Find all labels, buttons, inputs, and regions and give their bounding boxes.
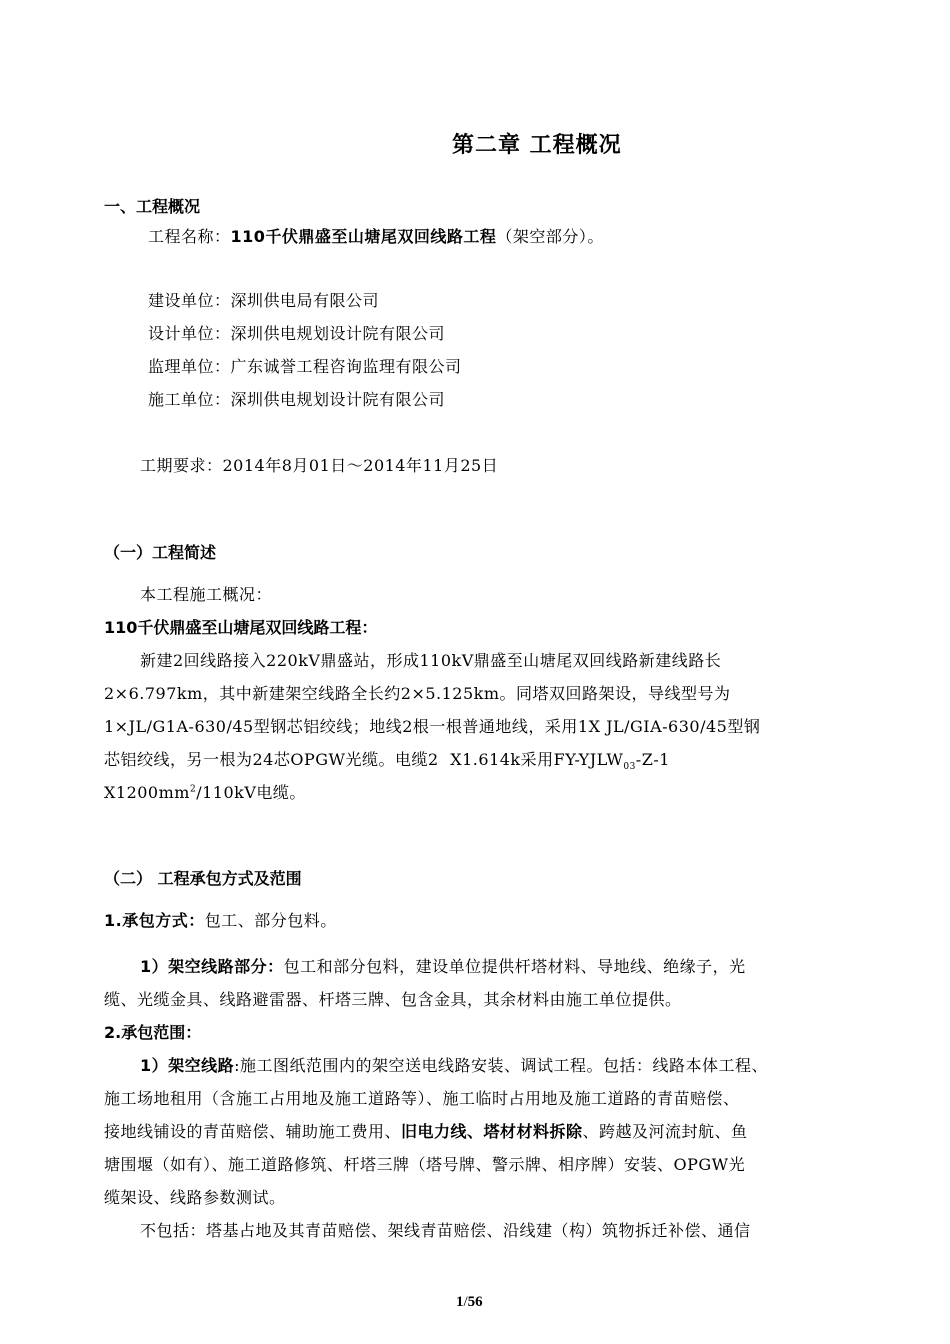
summary-para-line-2 — [104, 681, 850, 704]
scope-line-1 — [140, 1053, 768, 1076]
supervisor-line: 监理单位：广东诚誉工程咨询监理有限公司 — [148, 357, 462, 376]
scope-line-5: 缆架设、线路参数测试。 — [104, 1188, 286, 1207]
subsection-heading-summary: （一）工程简述 — [104, 543, 217, 562]
page-total: 56 — [467, 1294, 483, 1310]
scope-label: 2.承包范围： — [104, 1023, 202, 1042]
summary-para-line-4 — [104, 747, 850, 772]
contract-mode-label: 1.承包方式： — [104, 911, 205, 930]
project-name-line — [148, 224, 604, 247]
cable-tail: -Z-1 — [635, 750, 670, 769]
cable-spec: X1200mm — [104, 783, 190, 802]
summary-para-line-1 — [140, 648, 850, 671]
overhead-line-2: 缆、光缆金具、线路避雷器、杆塔三牌、包含金具，其余材料由施工单位提供。 — [104, 990, 682, 1009]
exclusion-line: 不包括：塔基占地及其青苗赔偿、架线青苗赔偿、沿线建（构）筑物拆迁补偿、通信 — [140, 1221, 751, 1240]
scope-text: 接地线铺设的青苗赔偿、辅助施工费用、 — [104, 1122, 402, 1141]
cable-spec-tail: /110kV电缆。 — [196, 783, 306, 802]
summary-text: 1×JL/G1A-630/45型钢芯铝绞线；地线2根一根普通地线，采用1X JL/GIA-630/45型钢 — [104, 717, 761, 736]
project-name: 110千伏鼎盛至山塘尾双回线路工程 — [230, 227, 497, 246]
overhead-line-1 — [140, 954, 746, 977]
scope-item-label: 1）架空线路 — [140, 1056, 235, 1075]
project-name-suffix: （架空部分）。 — [496, 227, 604, 246]
summary-text: 2×6.797km，其中新建架空线路全长约2×5.125km。同塔双回路架设，导线型号为 — [104, 684, 731, 703]
scope-emphasis: 旧电力线、塔材材料拆除 — [401, 1122, 583, 1141]
cable-subscript: 03 — [623, 762, 636, 773]
schedule-line: 工期要求：2014年8月01日～2014年11月25日 — [140, 456, 499, 475]
contractor-line: 施工单位：深圳供电规划设计院有限公司 — [148, 390, 446, 409]
cable-superscript: 2 — [189, 784, 197, 795]
page-separator: / — [463, 1294, 468, 1310]
chapter-title: 第二章 工程概况 — [452, 133, 622, 158]
scope-line-4: 塘围堰（如有）、施工道路修筑、杆塔三牌（塔号牌、警示牌、相序牌）安装、OPGW光 — [104, 1155, 746, 1174]
section-heading-overview: 一、工程概况 — [104, 197, 201, 216]
contract-mode-text: 包工、部分包料。 — [204, 911, 337, 930]
summary-text: 新建2回线路接入220kV鼎盛站，形成110kV鼎盛至山塘尾双回线路新建线路长 — [140, 651, 722, 670]
owner-line: 建设单位：深圳供电局有限公司 — [148, 291, 380, 310]
contract-mode-line — [104, 908, 337, 931]
overhead-label: 1）架空线路部分： — [140, 957, 284, 976]
scope-text: :施工图纸范围内的架空送电线路安装、调试工程。包括：线路本体工程、 — [234, 1056, 769, 1075]
subsection-heading-contract: （二） 工程承包方式及范围 — [104, 869, 302, 888]
designer-line: 设计单位：深圳供电规划设计院有限公司 — [148, 324, 446, 343]
page-number: 1 — [456, 1294, 464, 1310]
summary-project-title: 110千伏鼎盛至山塘尾双回线路工程： — [104, 618, 378, 637]
scope-text: 、跨越及河流封航、鱼 — [582, 1122, 748, 1141]
summary-para-line-3 — [104, 714, 850, 737]
summary-intro: 本工程施工概况： — [140, 585, 273, 604]
project-name-label: 工程名称： — [148, 227, 231, 246]
scope-line-3 — [104, 1119, 748, 1142]
summary-text: 芯铝绞线，另一根为24芯OPGW光缆。电缆2 X1.614k采用FY-YJLW — [104, 750, 624, 769]
scope-line-2: 施工场地租用（含施工占用地及施工道路等）、施工临时占用地及施工道路的青苗赔偿、 — [104, 1089, 740, 1108]
overhead-text: 包工和部分包料，建设单位提供杆塔材料、导地线、绝缘子，光 — [283, 957, 746, 976]
summary-para-line-5 — [104, 780, 306, 803]
page-footer — [456, 1294, 483, 1311]
